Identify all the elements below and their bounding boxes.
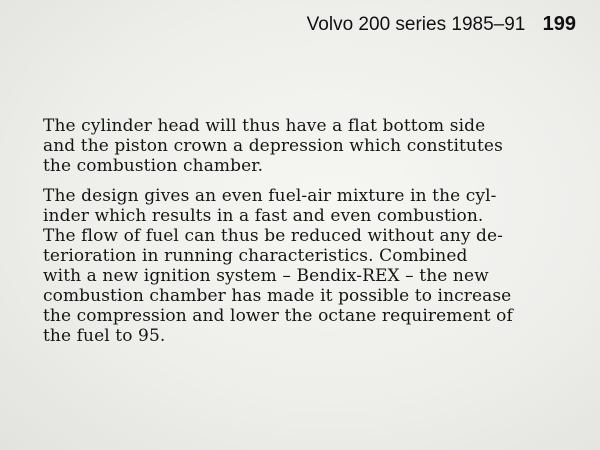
running-header: [307, 13, 576, 36]
paragraph-1: [43, 116, 583, 176]
text-line: The cylinder head will thus have a flat bottom side: [43, 116, 486, 136]
text-line: the fuel to 95.: [43, 326, 166, 346]
text-line: with a new ignition system – Bendix-REX – the new: [43, 266, 489, 286]
body-text: [43, 116, 583, 356]
text-line: and the piston crown a depression which constitutes: [43, 136, 503, 156]
text-line: the compression and lower the octane requirement of: [43, 306, 513, 326]
paragraph-2: [43, 186, 583, 346]
text-line: inder which results in a fast and even combustion.: [43, 206, 484, 226]
page-number: 199: [542, 13, 576, 35]
text-line: combustion chamber has made it possible to increase: [43, 286, 512, 306]
running-header-title: Volvo 200 series 1985–91: [306, 14, 526, 35]
text-line: the combustion chamber.: [43, 156, 264, 176]
text-line: The design gives an even fuel-air mixture in the cyl-: [43, 186, 497, 206]
text-line: terioration in running characteristics. Combined: [43, 246, 468, 266]
text-line: The flow of fuel can thus be reduced without any de-: [43, 226, 504, 246]
